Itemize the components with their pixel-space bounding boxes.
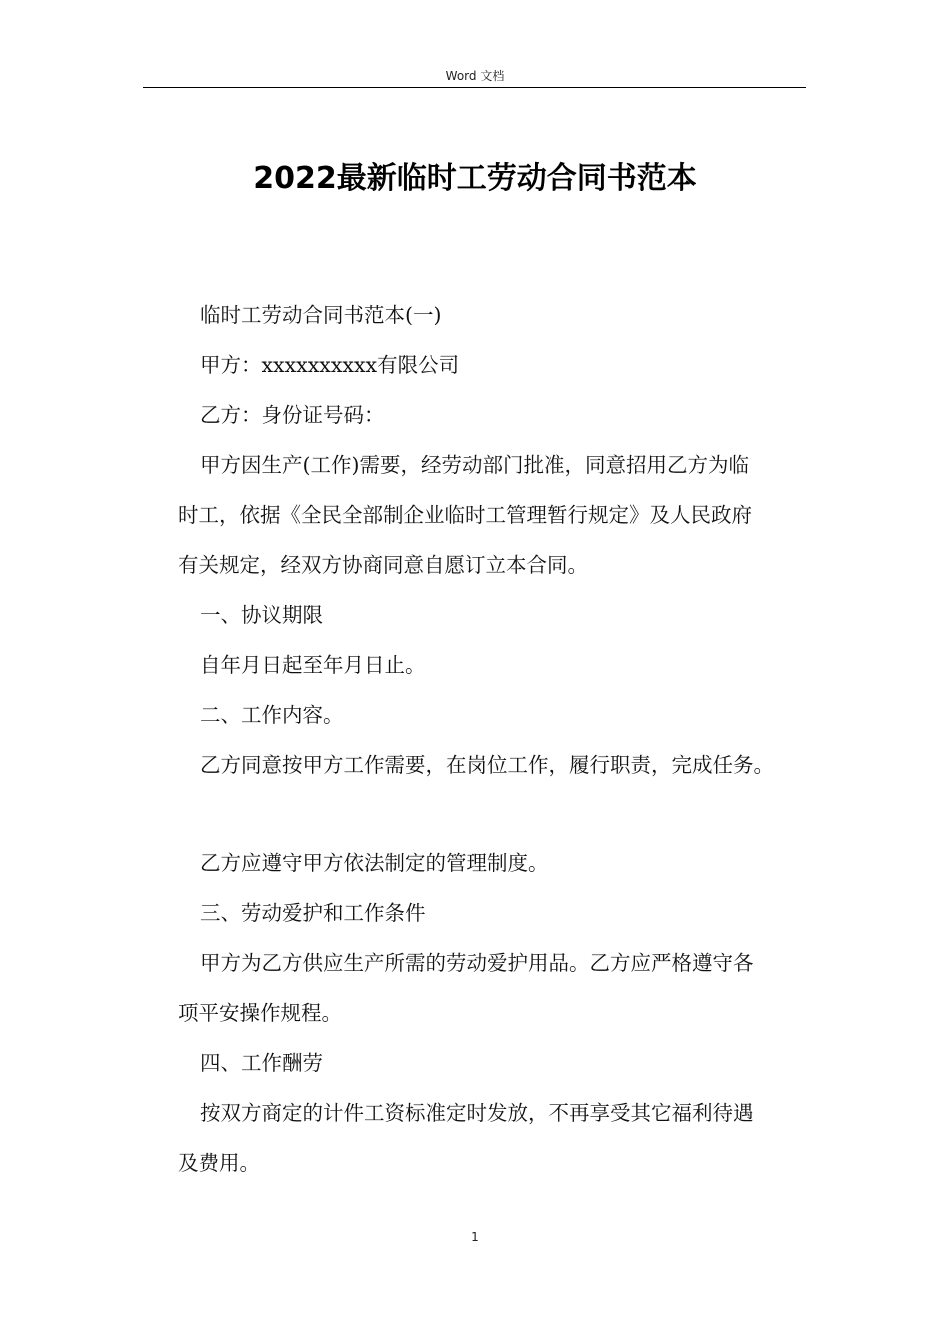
body-line: 临时工劳动合同书范本(一)	[200, 303, 442, 327]
document-title: 2022最新临时工劳动合同书范本	[253, 161, 697, 196]
body-line: 及费用。	[178, 1151, 260, 1175]
body-line: 有关规定，经双方协商同意自愿订立本合同。	[178, 553, 588, 577]
body-line: 按双方商定的计件工资标准定时发放，不再享受其它福利待遇	[200, 1101, 754, 1125]
body-line: 乙方应遵守甲方依法制定的管理制度。	[200, 851, 549, 875]
section-heading: 二、工作内容。	[200, 703, 344, 727]
body-line: 乙方同意按甲方工作需要，在岗位工作，履行职责，完成任务。	[200, 753, 774, 777]
body-line: 甲方因生产(工作)需要，经劳动部门批准，同意招用乙方为临	[200, 453, 749, 477]
section-heading: 四、工作酬劳	[200, 1051, 323, 1075]
body-line: 时工，依据《全民全部制企业临时工管理暂行规定》及人民政府	[178, 503, 752, 527]
page-number: 1	[471, 1230, 479, 1244]
body-line: 自年月日起至年月日止。	[200, 653, 426, 677]
header-label: Word 文档	[445, 69, 505, 83]
section-heading: 一、协议期限	[200, 603, 323, 627]
body-line: 甲方为乙方供应生产所需的劳动爱护用品。乙方应严格遵守各	[200, 951, 754, 975]
section-heading: 三、劳动爱护和工作条件	[200, 901, 426, 925]
body-line: 项平安操作规程。	[178, 1001, 342, 1025]
body-line: 甲方：xxxxxxxxxx有限公司	[200, 353, 460, 377]
body-line: 乙方：身份证号码：	[200, 403, 385, 427]
header-divider	[143, 87, 806, 88]
